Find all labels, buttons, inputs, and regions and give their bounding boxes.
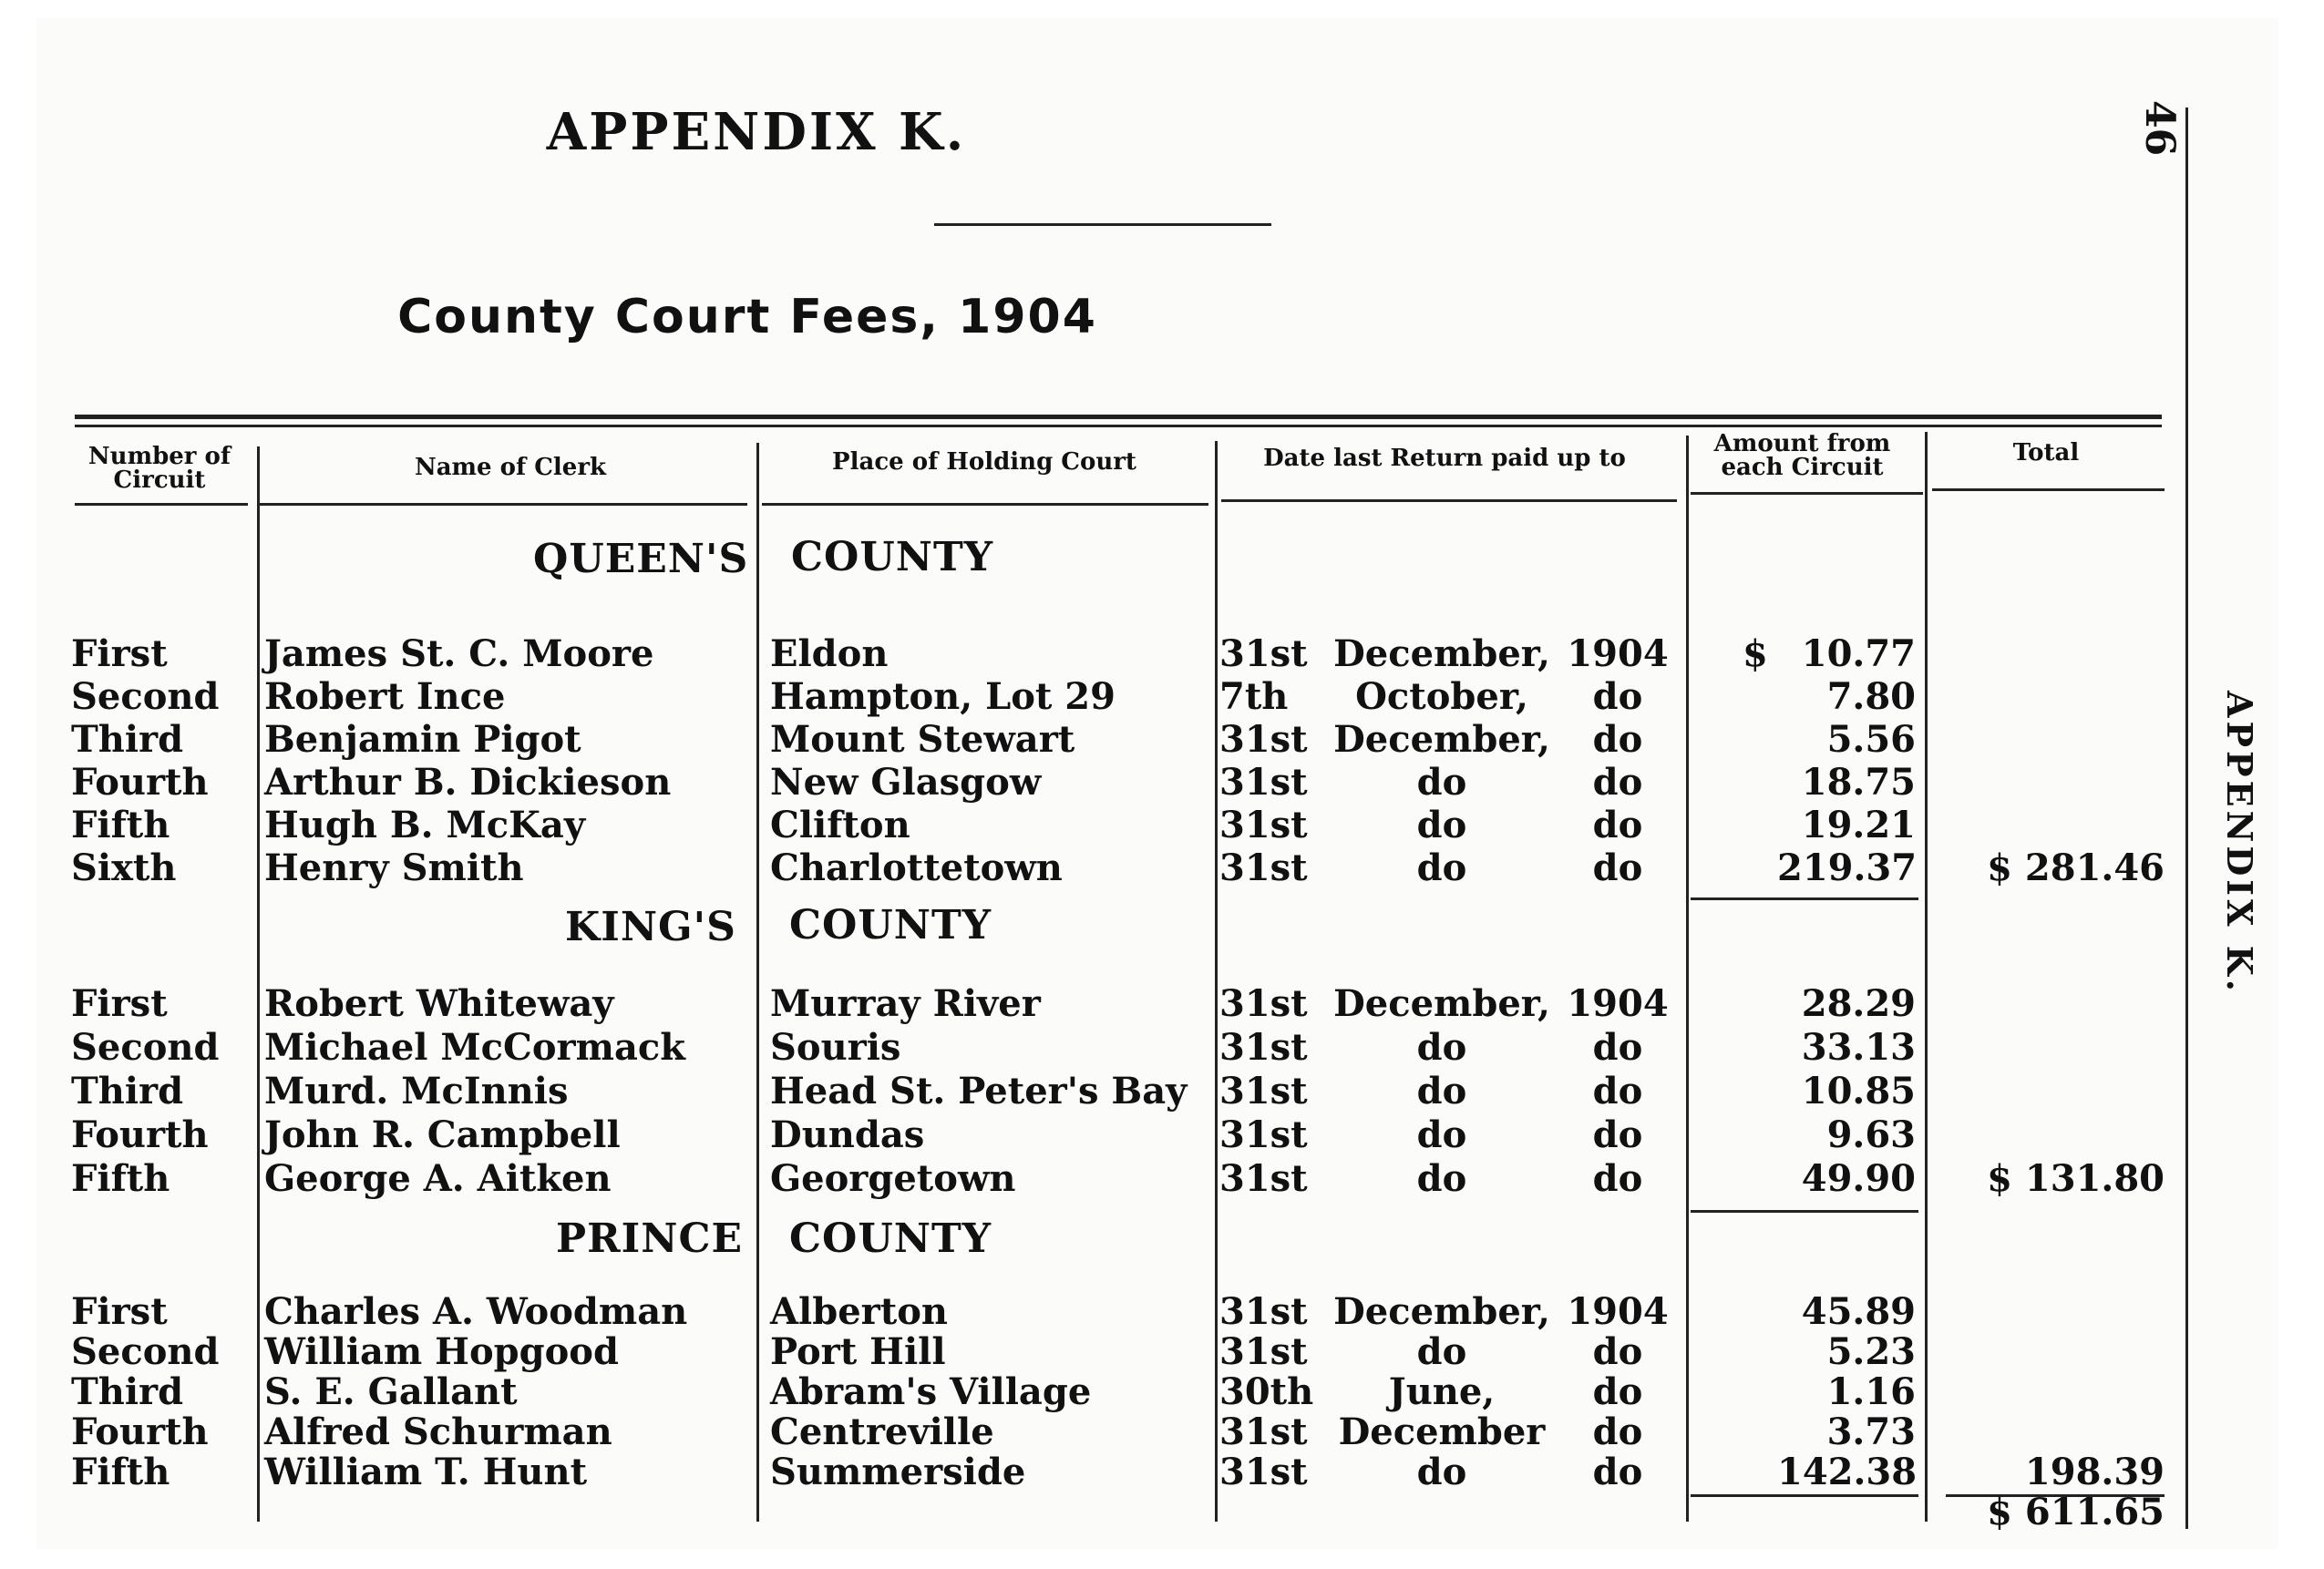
circuit-amount: 9.63 (1826, 1113, 1916, 1156)
return-year: do (1592, 1113, 1643, 1156)
court-place: Georgetown (770, 1157, 1016, 1200)
circuit-number: Second (71, 675, 220, 718)
return-month: do (1416, 1451, 1467, 1493)
grand-total: $ 611.65 (1987, 1491, 2165, 1533)
circuit-amount: 45.89 (1801, 1290, 1916, 1333)
circuit-amount: 1.16 (1826, 1370, 1916, 1413)
circuit-amount: 19.21 (1801, 804, 1916, 846)
circuit-amount: 33.13 (1801, 1026, 1916, 1069)
circuit-number: First (71, 982, 168, 1025)
return-month: do (1416, 804, 1467, 846)
circuit-number: Fifth (71, 1157, 170, 1200)
clerk-name: Alfred Schurman (264, 1410, 612, 1453)
return-month: do (1416, 761, 1467, 804)
circuit-amount: 49.90 (1801, 1157, 1916, 1200)
clerk-name: Hugh B. McKay (264, 804, 586, 846)
court-place: Port Hill (770, 1330, 946, 1373)
table-row (0, 675, 2324, 719)
return-year: do (1592, 718, 1643, 761)
court-place: Charlottetown (770, 846, 1063, 889)
court-place: Eldon (770, 632, 889, 675)
clerk-name: William Hopgood (264, 1330, 619, 1373)
table-row (0, 1026, 2324, 1070)
header-underline-clerk (260, 503, 747, 506)
table-row (0, 1157, 2324, 1201)
return-day: 31st (1219, 1157, 1308, 1200)
return-day: 31st (1219, 846, 1308, 889)
kings-subtotal-rule (1691, 1210, 1918, 1213)
county-heading-prince-b: COUNTY (789, 1215, 992, 1262)
circuit-amount: 10.77 (1801, 632, 1916, 675)
return-month: December, (1333, 1290, 1550, 1333)
clerk-name: John R. Campbell (264, 1113, 621, 1156)
circuit-number: Sixth (71, 846, 177, 889)
header-date-last-return: Date last Return paid up to (1263, 445, 1626, 472)
court-place: New Glasgow (770, 761, 1042, 804)
circuit-amount: 10.85 (1801, 1070, 1916, 1113)
return-month: December, (1333, 632, 1550, 675)
side-label: APPENDIX K. (2219, 691, 2260, 996)
clerk-name: Benjamin Pigot (264, 718, 581, 761)
return-day: 31st (1219, 632, 1308, 675)
table-row (0, 982, 2324, 1026)
circuit-number: First (71, 632, 168, 675)
circuit-number: Second (71, 1330, 220, 1373)
county-heading-prince-a: PRINCE (556, 1215, 744, 1262)
page-subtitle: County Court Fees, 1904 (397, 290, 1097, 344)
return-day: 30th (1219, 1370, 1314, 1413)
header-underline-date (1221, 499, 1677, 502)
clerk-name: Arthur B. Dickieson (264, 761, 672, 804)
court-place: Clifton (770, 804, 910, 846)
return-month: do (1416, 1026, 1467, 1069)
table-row (0, 846, 2324, 890)
return-year: do (1592, 1026, 1643, 1069)
circuit-number: Fifth (71, 1451, 170, 1493)
court-place: Mount Stewart (770, 718, 1075, 761)
return-month: December (1338, 1410, 1546, 1453)
return-day: 31st (1219, 761, 1308, 804)
clerk-name: Henry Smith (264, 846, 524, 889)
dollar-sign: $ (1743, 632, 1768, 675)
prince-subtotal-rule (1691, 1494, 1918, 1497)
header-name-of-clerk: Name of Clerk (414, 454, 607, 481)
circuit-number: Fourth (71, 761, 209, 804)
court-place: Dundas (770, 1113, 925, 1156)
table-top-rule (75, 415, 2162, 419)
return-day: 31st (1219, 982, 1308, 1025)
header-underline-amount (1691, 492, 1923, 495)
return-day: 7th (1219, 675, 1289, 718)
clerk-name: George A. Aitken (264, 1157, 612, 1200)
circuit-amount: 28.29 (1801, 982, 1916, 1025)
return-month: December, (1333, 982, 1550, 1025)
return-year: do (1592, 1070, 1643, 1113)
return-year: do (1592, 1451, 1643, 1493)
county-total: $ 281.46 (1987, 846, 2165, 889)
table-row (0, 1370, 2324, 1414)
court-place: Summerside (770, 1451, 1026, 1493)
return-year: do (1592, 1157, 1643, 1200)
queens-subtotal-rule (1691, 897, 1918, 900)
table-row (0, 1330, 2324, 1374)
table-row (0, 718, 2324, 762)
circuit-amount: 5.23 (1826, 1330, 1916, 1373)
return-year: 1904 (1567, 1290, 1669, 1333)
circuit-amount: 219.37 (1777, 846, 1918, 889)
return-month: do (1416, 1070, 1467, 1113)
clerk-name: S. E. Gallant (264, 1370, 518, 1413)
circuit-amount: 7.80 (1826, 675, 1916, 718)
header-total: Total (2012, 439, 2080, 467)
table-row (0, 1070, 2324, 1113)
return-day: 31st (1219, 718, 1308, 761)
court-place: Murray River (770, 982, 1041, 1025)
clerk-name: Robert Ince (264, 675, 506, 718)
return-day: 31st (1219, 1330, 1308, 1373)
circuit-amount: 5.56 (1826, 718, 1916, 761)
circuit-amount: 3.73 (1826, 1410, 1916, 1453)
court-place: Abram's Village (770, 1370, 1092, 1413)
county-total: 198.39 (2024, 1451, 2165, 1493)
header-underline-place (762, 503, 1208, 506)
return-month: do (1416, 1330, 1467, 1373)
table-row (0, 1290, 2324, 1334)
circuit-number: First (71, 1290, 168, 1333)
return-year: do (1592, 675, 1643, 718)
county-heading-kings-a: KING'S (565, 904, 736, 950)
circuit-number: Third (71, 1370, 184, 1413)
county-heading-queens-a: QUEEN'S (533, 536, 749, 582)
court-place: Centreville (770, 1410, 994, 1453)
table-row (0, 1113, 2324, 1157)
county-heading-queens-b: COUNTY (791, 534, 994, 580)
header-place-of-holding-court: Place of Holding Court (832, 448, 1136, 476)
return-day: 31st (1219, 1070, 1308, 1113)
return-month: do (1416, 1157, 1467, 1200)
return-day: 31st (1219, 1113, 1308, 1156)
circuit-number: Third (71, 718, 184, 761)
header-amount-each-circuit: Amount from each Circuit (1713, 430, 1891, 481)
return-month: October, (1355, 675, 1528, 718)
court-place: Souris (770, 1026, 901, 1069)
return-year: 1904 (1567, 982, 1669, 1025)
court-place: Alberton (770, 1290, 948, 1333)
table-row (0, 1410, 2324, 1454)
return-day: 31st (1219, 1410, 1308, 1453)
court-place: Head St. Peter's Bay (770, 1070, 1188, 1113)
return-day: 31st (1219, 1451, 1308, 1493)
return-year: do (1592, 1330, 1643, 1373)
return-day: 31st (1219, 1290, 1308, 1333)
header-number-of-circuit: Number of Circuit (87, 443, 231, 494)
clerk-name: Michael McCormack (264, 1026, 685, 1069)
clerk-name: Murd. McInnis (264, 1070, 569, 1113)
page-number: 46 (2136, 100, 2183, 157)
return-year: do (1592, 804, 1643, 846)
circuit-number: Fifth (71, 804, 170, 846)
return-month: do (1416, 846, 1467, 889)
return-month: do (1416, 1113, 1467, 1156)
return-month: June, (1388, 1370, 1496, 1413)
clerk-name: William T. Hunt (264, 1451, 588, 1493)
title-rule (934, 223, 1271, 226)
table-row (0, 632, 2324, 676)
clerk-name: Robert Whiteway (264, 982, 614, 1025)
circuit-amount: 142.38 (1777, 1451, 1918, 1493)
circuit-number: Second (71, 1026, 220, 1069)
clerk-name: Charles A. Woodman (264, 1290, 688, 1333)
clerk-name: James St. C. Moore (264, 632, 654, 675)
circuit-number: Fourth (71, 1113, 209, 1156)
table-top-rule-2 (75, 425, 2162, 427)
court-place: Hampton, Lot 29 (770, 675, 1116, 718)
county-heading-kings-b: COUNTY (789, 902, 992, 949)
page-title: APPENDIX K. (546, 102, 967, 162)
county-total: $ 131.80 (1987, 1157, 2165, 1200)
circuit-number: Third (71, 1070, 184, 1113)
return-day: 31st (1219, 1026, 1308, 1069)
circuit-amount: 18.75 (1801, 761, 1916, 804)
table-row (0, 761, 2324, 805)
header-underline-number (75, 503, 248, 506)
return-day: 31st (1219, 804, 1308, 846)
return-month: December, (1333, 718, 1550, 761)
return-year: do (1592, 846, 1643, 889)
return-year: 1904 (1567, 632, 1669, 675)
circuit-number: Fourth (71, 1410, 209, 1453)
return-year: do (1592, 761, 1643, 804)
return-year: do (1592, 1370, 1643, 1413)
table-row (0, 804, 2324, 847)
return-year: do (1592, 1410, 1643, 1453)
header-underline-total (1932, 488, 2165, 491)
table-row (0, 1451, 2324, 1494)
